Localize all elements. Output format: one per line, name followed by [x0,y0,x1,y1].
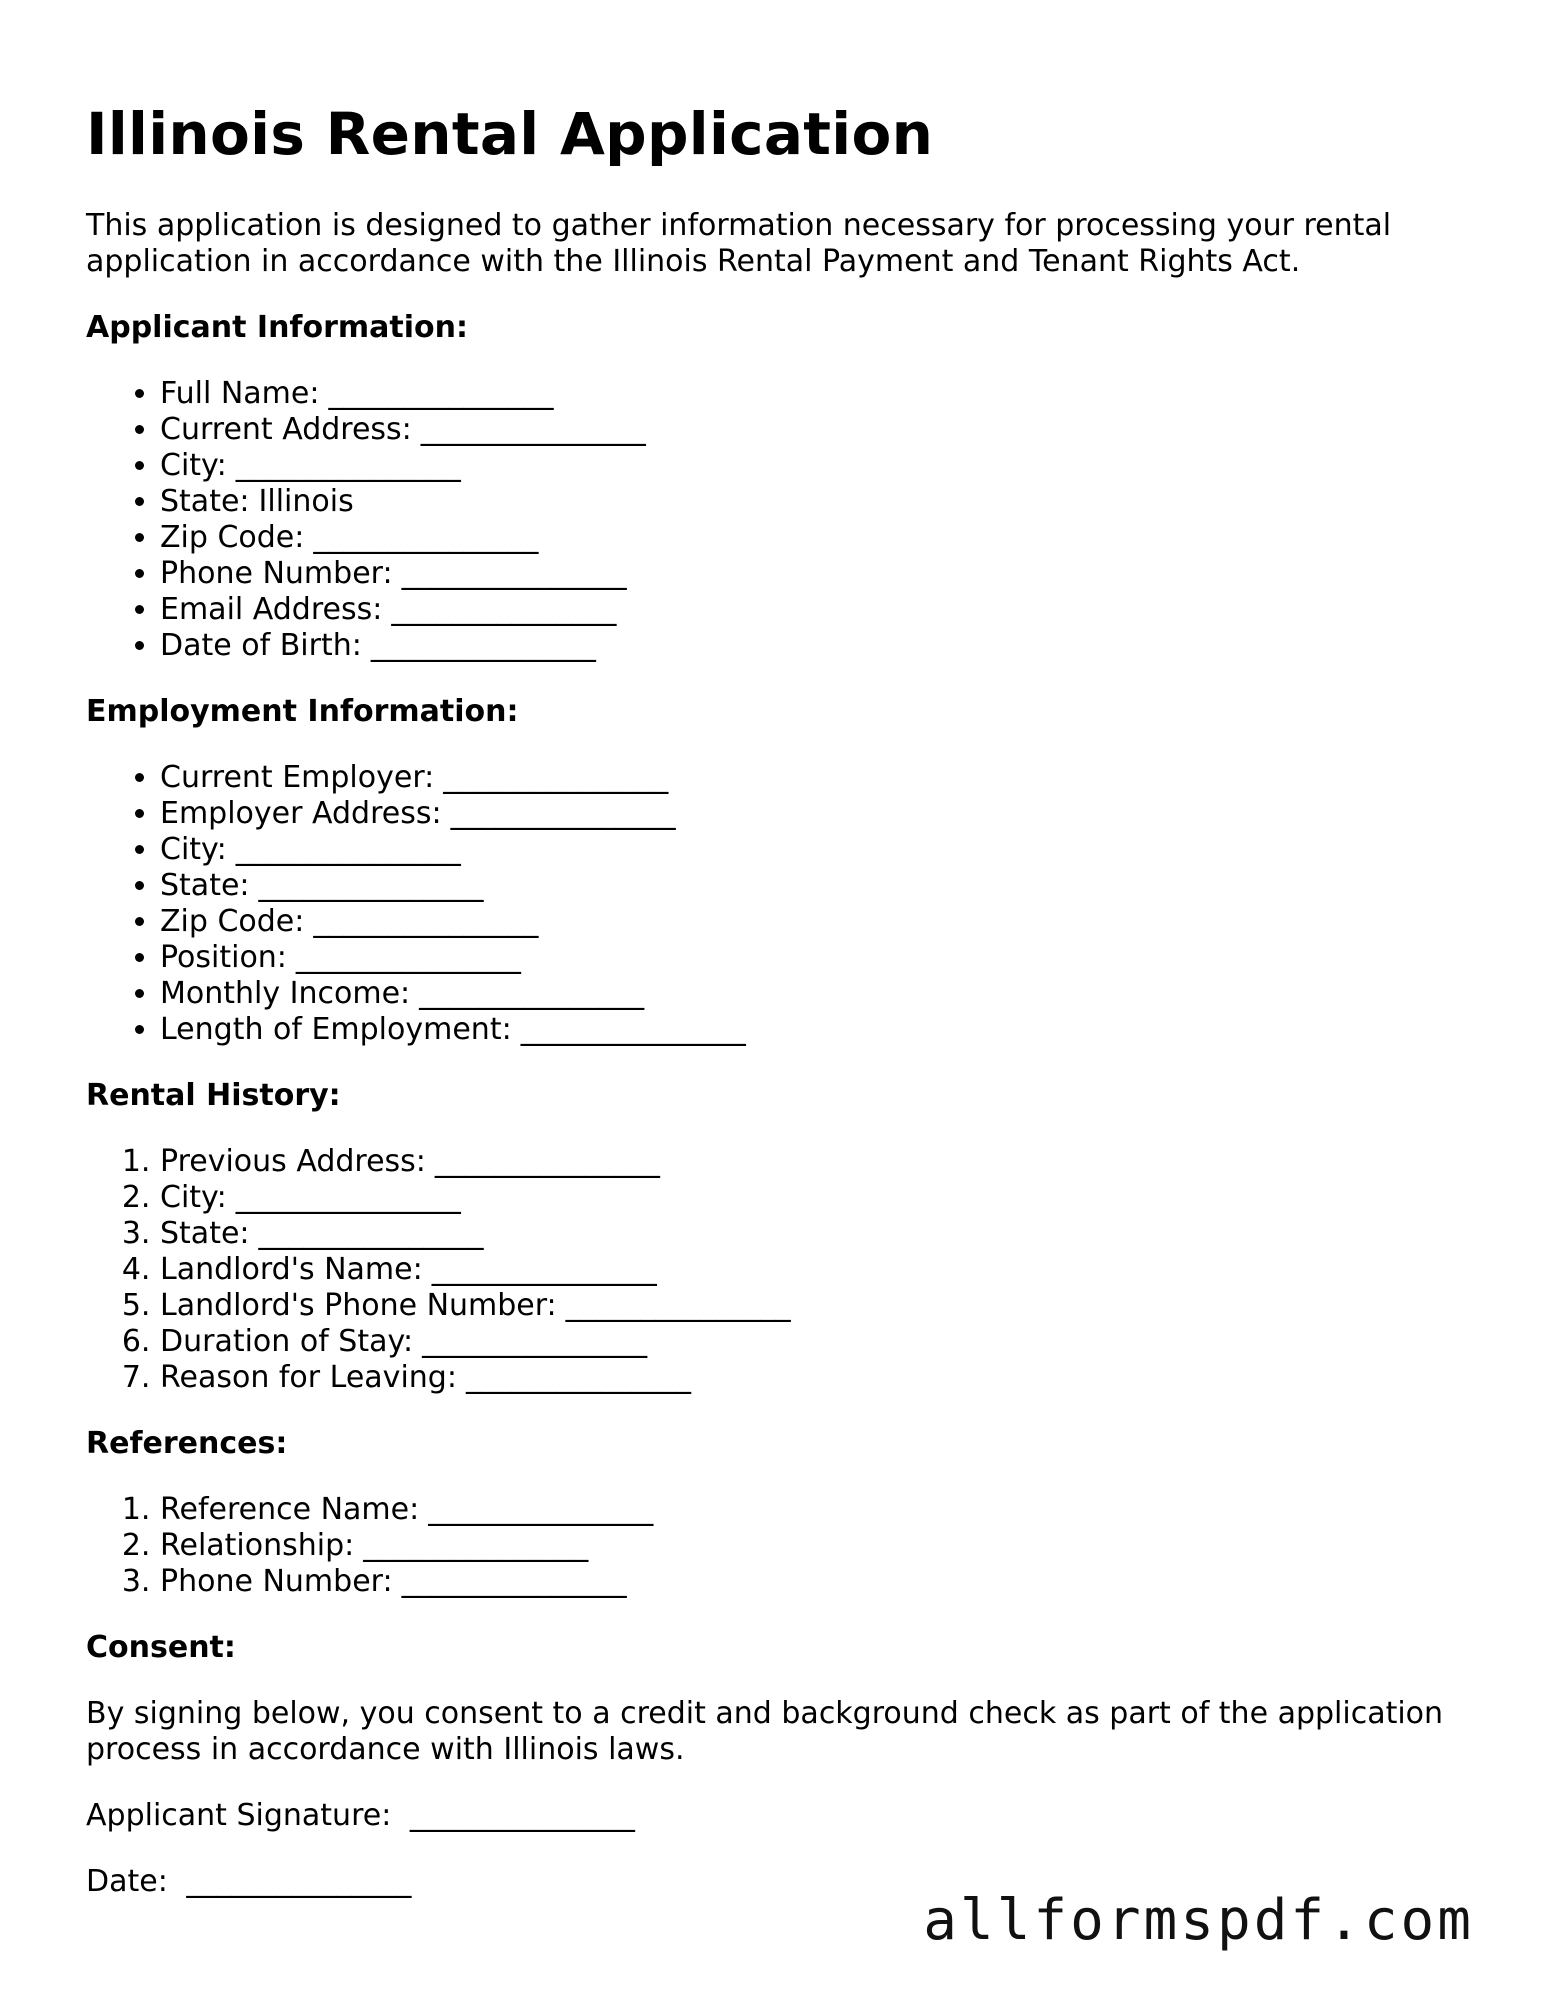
field-value[interactable]: _______________ [422,1323,648,1359]
field-label: Reference Name: [160,1491,420,1527]
field-label: State: [160,1215,250,1251]
field-value[interactable]: _______________ [434,1143,660,1179]
list-item [160,1360,1466,1396]
rental-history-list [86,1144,1466,1396]
list-item [160,760,1466,796]
field-value[interactable]: _______________ [443,759,669,795]
field-value[interactable]: _______________ [235,1179,461,1215]
field-value[interactable]: _______________ [235,447,461,483]
field-value[interactable]: _______________ [565,1287,791,1323]
field-value[interactable]: _______________ [370,627,596,663]
field-label: City: [160,1179,227,1215]
list-item [160,556,1466,592]
list-item [160,796,1466,832]
field-label: Phone Number: [160,1563,393,1599]
signature-line [86,1798,1466,1834]
field-value[interactable]: _______________ [401,555,627,591]
field-label: Relationship: [160,1527,355,1563]
list-item [160,1144,1466,1180]
field-label: Date of Birth: [160,627,362,663]
list-item [160,904,1466,940]
list-item [160,1288,1466,1324]
consent-text: By signing below, you consent to a credit and background check as part of the application process in accordance with Illinois laws. [86,1695,1444,1767]
consent-heading: Consent: [86,1629,236,1665]
field-value[interactable]: _______________ [391,591,617,627]
list-item [160,1528,1466,1564]
field-value[interactable]: _______________ [313,903,539,939]
field-label: Email Address: [160,591,383,627]
list-item [160,1564,1466,1600]
list-item [160,448,1466,484]
field-value[interactable]: _______________ [258,1215,484,1251]
field-value[interactable]: _______________ [295,939,521,975]
rental-history-heading: Rental History: [86,1077,341,1113]
references-list [86,1492,1466,1600]
list-item [160,484,1466,520]
field-label: Landlord's Name: [160,1251,423,1287]
list-item [160,412,1466,448]
field-label: Monthly Income: [160,975,411,1011]
list-item [160,976,1466,1012]
field-value[interactable]: _______________ [420,411,646,447]
list-item [160,940,1466,976]
field-value[interactable]: _______________ [520,1011,746,1047]
field-value[interactable]: _______________ [313,519,539,555]
applicant-list [86,376,1466,664]
field-label: Full Name: [160,375,320,411]
field-label: State: [160,867,250,903]
field-label: Current Employer: [160,759,435,795]
signature-label: Applicant Signature: [86,1797,392,1833]
employment-heading: Employment Information: [86,693,519,729]
field-value[interactable]: _______________ [363,1527,589,1563]
list-item [160,868,1466,904]
field-value[interactable]: _______________ [465,1359,691,1395]
watermark: allformspdf.com [923,1888,1474,1953]
field-value[interactable]: _______________ [328,375,554,411]
field-label: Reason for Leaving: [160,1359,457,1395]
document-page [86,100,1466,1930]
field-label: Previous Address: [160,1143,426,1179]
page-title: Illinois Rental Application [86,100,934,168]
field-label: City: [160,831,227,867]
date-field[interactable]: _______________ [186,1863,412,1899]
field-label: City: [160,447,227,483]
applicant-heading: Applicant Information: [86,309,468,345]
field-label: State: [160,483,250,519]
field-value[interactable]: _______________ [401,1563,627,1599]
field-label: Zip Code: [160,519,305,555]
list-item [160,1492,1466,1528]
signature-field[interactable]: _______________ [409,1797,635,1833]
field-value[interactable]: _______________ [258,867,484,903]
date-label: Date: [86,1863,168,1899]
list-item [160,592,1466,628]
field-label: Phone Number: [160,555,393,591]
list-item [160,832,1466,868]
list-item [160,1252,1466,1288]
field-value[interactable]: Illinois [258,483,354,519]
field-value[interactable]: _______________ [431,1251,657,1287]
list-item [160,1012,1466,1048]
field-label: Current Address: [160,411,412,447]
employment-list [86,760,1466,1048]
field-value[interactable]: _______________ [450,795,676,831]
list-item [160,520,1466,556]
list-item [160,376,1466,412]
references-heading: References: [86,1425,288,1461]
field-label: Employer Address: [160,795,442,831]
intro-paragraph: This application is designed to gather information necessary for processing your rental application in accordance with the Illinois Rental Payment and Tenant Rights Act. [86,207,1392,279]
list-item [160,1180,1466,1216]
field-value[interactable]: _______________ [428,1491,654,1527]
list-item [160,1216,1466,1252]
field-value[interactable]: _______________ [419,975,645,1011]
field-label: Length of Employment: [160,1011,512,1047]
field-label: Position: [160,939,287,975]
list-item [160,1324,1466,1360]
field-value[interactable]: _______________ [235,831,461,867]
field-label: Duration of Stay: [160,1323,414,1359]
list-item [160,628,1466,664]
field-label: Zip Code: [160,903,305,939]
field-label: Landlord's Phone Number: [160,1287,557,1323]
